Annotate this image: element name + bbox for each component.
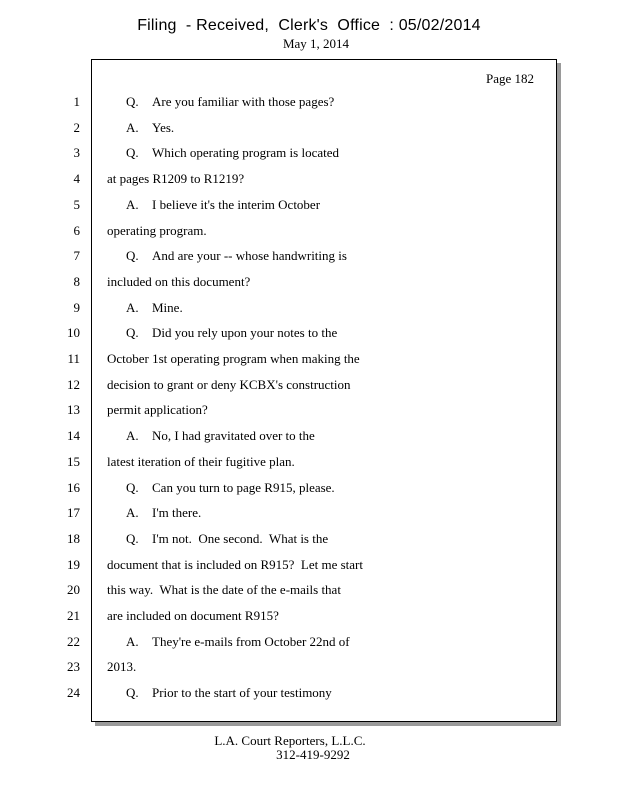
line-content <box>126 426 315 446</box>
line-content <box>126 143 339 163</box>
transcript-line <box>0 298 560 318</box>
transcript-line <box>0 580 560 600</box>
transcript-line <box>0 400 560 420</box>
speaker-label: Q. <box>126 145 139 161</box>
line-text: I'm not. One second. What is the <box>152 530 329 546</box>
transcript-line <box>0 92 560 112</box>
line-number: 13 <box>67 402 80 418</box>
line-number: 2 <box>73 119 80 135</box>
transcript-line <box>0 478 560 498</box>
transcript-line <box>0 118 560 138</box>
line-number: 15 <box>67 453 80 469</box>
line-number: 14 <box>67 428 80 444</box>
line-text: Did you rely upon your notes to the <box>152 325 338 341</box>
line-number: 16 <box>67 479 80 495</box>
line-number: 4 <box>73 171 80 187</box>
line-content <box>107 400 208 420</box>
line-number: 18 <box>67 530 80 546</box>
transcript-line <box>0 529 560 549</box>
page-number: Page 182 <box>486 71 535 86</box>
line-text: No, I had gravitated over to the <box>152 428 315 444</box>
line-number: 21 <box>67 608 80 623</box>
line-text: Yes. <box>152 119 175 135</box>
speaker-label: A. <box>126 196 139 212</box>
line-number: 3 <box>73 145 80 161</box>
transcript-line <box>0 169 560 189</box>
line-content <box>107 272 250 292</box>
speaker-label: A. <box>126 299 139 315</box>
line-number: 20 <box>67 582 80 598</box>
line-number: 5 <box>73 196 80 212</box>
line-content <box>107 657 136 677</box>
line-content <box>126 92 334 112</box>
line-text: Prior to the start of your testimony <box>152 685 332 701</box>
transcript-line <box>0 195 560 215</box>
speaker-label: Q. <box>126 530 139 546</box>
line-content <box>126 118 174 138</box>
speaker-label: A. <box>126 119 139 135</box>
line-text: October 1st operating program when making the <box>107 351 360 366</box>
line-number: 22 <box>67 633 80 649</box>
line-text: latest iteration of their fugitive plan. <box>107 453 295 469</box>
line-content <box>126 632 350 652</box>
speaker-label: Q. <box>126 479 139 495</box>
line-number: 19 <box>67 556 80 572</box>
line-number: 7 <box>73 248 80 264</box>
transcript-line <box>0 143 560 163</box>
speaker-label: Q. <box>126 325 139 341</box>
speaker-label: Q. <box>126 94 139 109</box>
line-number: 10 <box>67 325 80 341</box>
line-number: 17 <box>67 505 80 521</box>
line-text: this way. What is the date of the e-mails that <box>107 582 341 598</box>
transcript-line <box>0 683 560 703</box>
transcript-line <box>0 246 560 266</box>
line-content <box>126 246 347 266</box>
transcript-line <box>0 452 560 472</box>
line-text: Can you turn to page R915, please. <box>152 479 335 495</box>
line-content <box>107 555 363 575</box>
line-text: I'm there. <box>152 505 202 521</box>
line-content <box>107 606 279 626</box>
line-content <box>107 221 207 241</box>
line-content <box>126 478 335 498</box>
transcript-line <box>0 503 560 523</box>
speaker-label: Q. <box>126 685 139 701</box>
footer-phone: 312-419-9292 <box>276 747 350 762</box>
transcript-line <box>0 349 560 369</box>
transcript-line <box>0 426 560 446</box>
transcript-line <box>0 606 560 626</box>
line-content <box>107 349 360 369</box>
line-text: They're e-mails from October 22nd of <box>152 633 350 649</box>
line-text: I believe it's the interim October <box>152 196 321 212</box>
speaker-label: A. <box>126 428 139 444</box>
filing-stamp: Filing - Received, Clerk's Office : 05/02/2014 <box>137 17 481 34</box>
footer-company: L.A. Court Reporters, L.L.C. <box>214 733 366 748</box>
transcript-line <box>0 632 560 652</box>
transcript-line <box>0 375 560 395</box>
line-content <box>107 375 351 395</box>
line-content <box>126 195 320 215</box>
speaker-label: A. <box>126 633 139 649</box>
line-text: included on this document? <box>107 273 251 289</box>
line-content <box>107 580 341 600</box>
line-text: 2013. <box>107 659 137 675</box>
line-text: decision to grant or deny KCBX's construction <box>107 376 351 392</box>
line-number: 23 <box>67 659 80 675</box>
line-number: 1 <box>73 94 80 109</box>
line-content <box>126 298 183 318</box>
line-content <box>107 169 244 189</box>
speaker-label: A. <box>126 505 139 521</box>
transcript-line <box>0 657 560 677</box>
speaker-label: Q. <box>126 248 139 264</box>
line-content <box>126 529 328 549</box>
transcript-line <box>0 323 560 343</box>
transcript-line <box>0 221 560 241</box>
line-number: 9 <box>73 299 80 315</box>
line-content <box>126 323 337 343</box>
line-content <box>107 452 295 472</box>
line-text: Are you familiar with those pages? <box>152 94 335 109</box>
transcript-line <box>0 555 560 575</box>
line-content <box>126 683 332 703</box>
line-number: 6 <box>73 222 80 238</box>
line-content <box>126 503 201 523</box>
line-text: And are your -- whose handwriting is <box>152 248 347 264</box>
line-text: are included on document R915? <box>107 608 279 623</box>
transcript-line <box>0 272 560 292</box>
line-text: Which operating program is located <box>152 145 339 161</box>
line-number: 11 <box>67 351 80 366</box>
line-text: at pages R1209 to R1219? <box>107 171 245 187</box>
line-number: 24 <box>67 685 80 701</box>
transcript-date: May 1, 2014 <box>282 36 350 51</box>
line-text: Mine. <box>152 299 183 315</box>
line-text: permit application? <box>107 402 208 418</box>
line-text: document that is included on R915? Let me start <box>107 556 363 572</box>
line-number: 8 <box>73 273 80 289</box>
line-text: operating program. <box>107 222 207 238</box>
line-number: 12 <box>67 376 80 392</box>
